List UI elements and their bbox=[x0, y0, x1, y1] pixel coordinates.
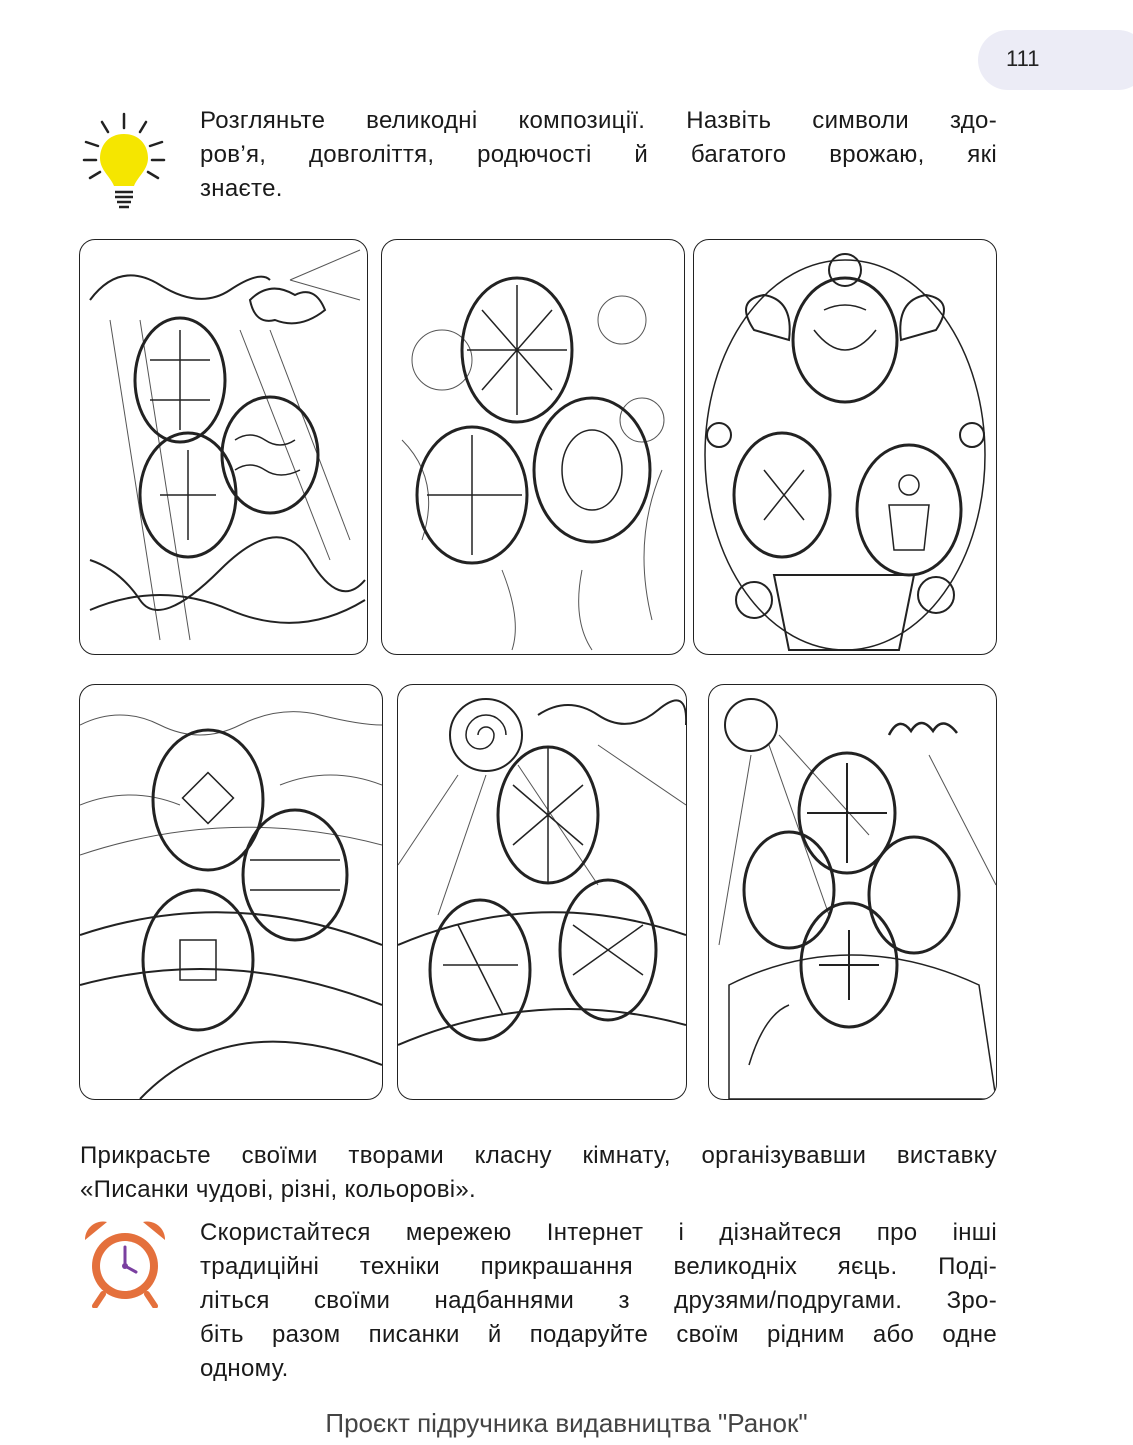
task-line: одному. bbox=[200, 1355, 289, 1382]
easter-composition-2 bbox=[381, 239, 685, 655]
intro-line: ров’я, довголіття, родючості й багатого врожаю, які bbox=[200, 141, 997, 168]
alarm-clock-icon bbox=[79, 1216, 171, 1308]
task-line: біть разом писанки й подаруйте своїм рідним або одне bbox=[200, 1321, 997, 1348]
publisher-footer: Проєкт підручника видавництва "Ранок" bbox=[325, 1408, 808, 1438]
task-line: Скористайтеся мережею Інтернет і дізнайтеся про інші bbox=[200, 1219, 997, 1246]
intro-line: Розгляньте великодні композиції. Назвіть символи здо- bbox=[200, 107, 997, 134]
task-line: традиційні техніки прикрашання великодніх яєць. Поді- bbox=[200, 1253, 997, 1280]
lightbulb-icon bbox=[78, 108, 170, 214]
easter-composition-4 bbox=[79, 684, 383, 1100]
page-number: 111 bbox=[1006, 46, 1040, 71]
intro-text bbox=[200, 104, 997, 206]
easter-composition-5 bbox=[397, 684, 687, 1100]
easter-composition-6 bbox=[708, 684, 997, 1100]
easter-composition-1 bbox=[79, 239, 368, 655]
exhibition-line: «Писанки чудові, різні, кольорові». bbox=[80, 1176, 476, 1203]
intro-line: знаєте. bbox=[200, 175, 283, 202]
task-line: літься своїми надбаннями з друзями/подругами. Зро- bbox=[200, 1287, 997, 1314]
page-number-badge bbox=[978, 30, 1133, 90]
exhibition-text bbox=[80, 1139, 997, 1207]
exhibition-line: Прикрасьте своїми творами класну кімнату, організувавши виставку bbox=[80, 1142, 997, 1169]
internet-task-text bbox=[200, 1216, 997, 1386]
easter-composition-3 bbox=[693, 239, 997, 655]
